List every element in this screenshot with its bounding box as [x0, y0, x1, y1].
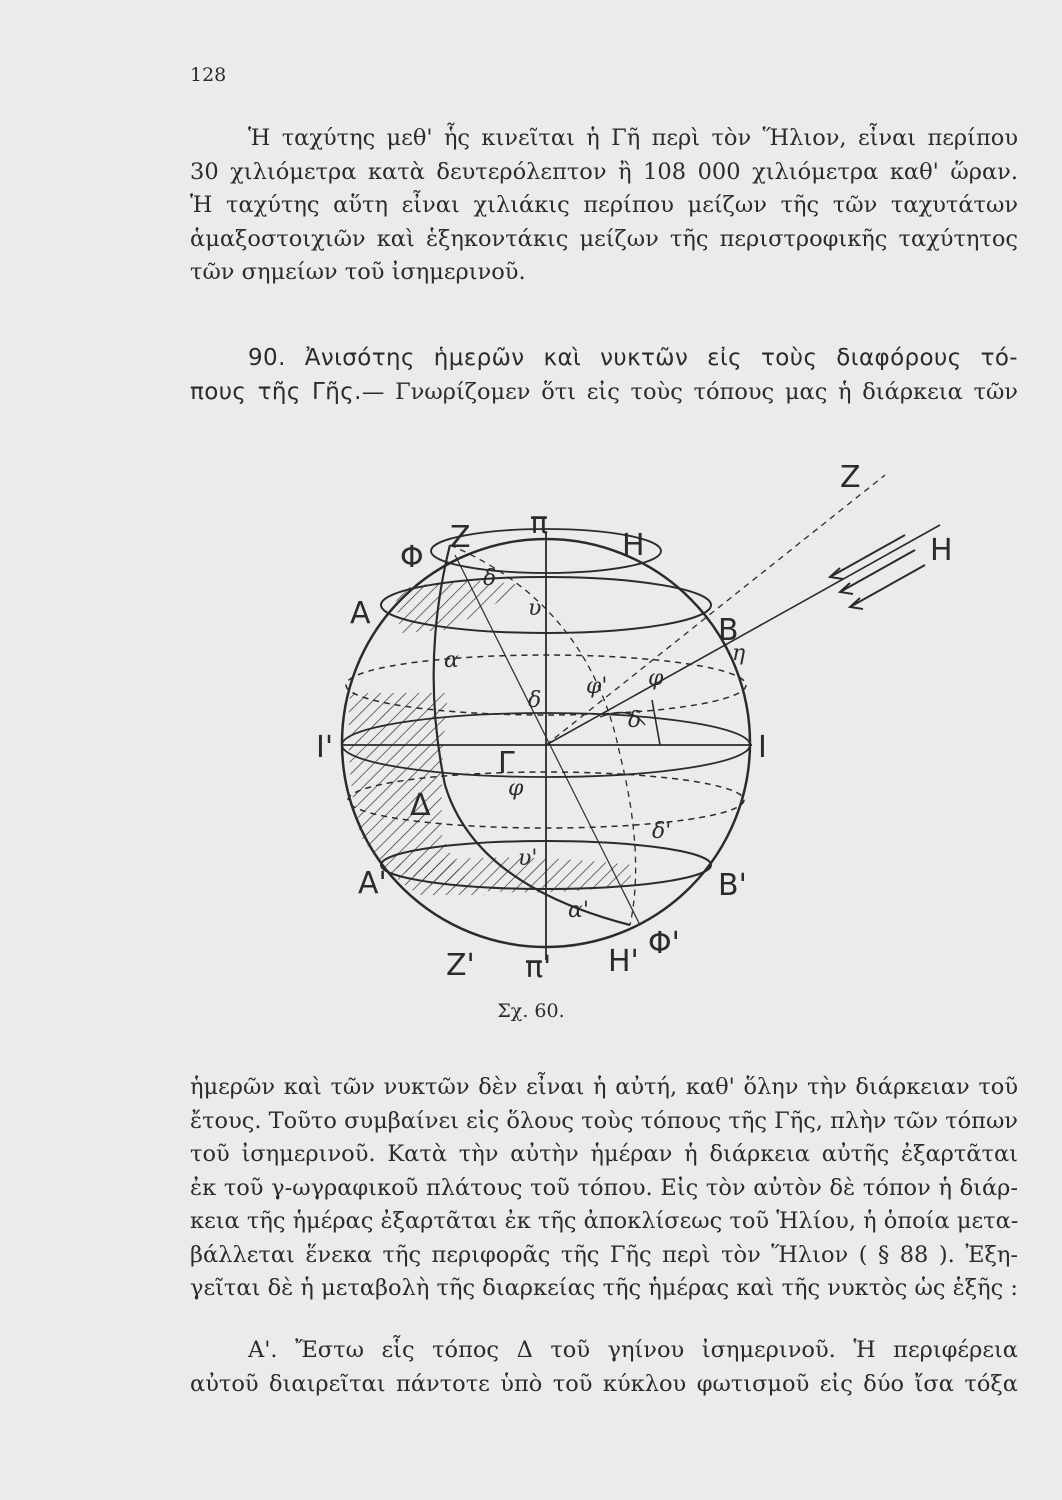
section-heading: 90. Ἀνισότης ἡμερῶν καὶ νυκτῶν εἰς τοὺς διαφόρους τό- — [248, 345, 1018, 371]
text-line: 30 χιλιόμετρα κατὰ δευτερόλεπτον ἢ 108 000 χιλιόμετρα καθ' ὥραν. — [190, 158, 1018, 185]
label-delta-angle: δ — [628, 708, 642, 733]
label-I-prime: I' — [316, 730, 334, 765]
label-Z: Z — [450, 520, 471, 555]
paragraph-speed — [190, 122, 1018, 290]
label-gamma: Γ — [498, 746, 515, 781]
text-line: βάλλεται ἕνεκα τῆς περιφορᾶς τῆς Γῆς περὶ τὸν Ἥλιον ( § 88 ). Ἐξη- — [190, 1241, 1018, 1268]
label-A: A — [350, 596, 371, 631]
night-region-left — [349, 693, 448, 835]
label-alpha-prime: α' — [568, 898, 589, 923]
label-I: I — [758, 730, 767, 765]
label-H-right: H — [930, 533, 953, 568]
label-upsilon: υ — [528, 596, 542, 621]
paragraph-case-A — [190, 1334, 1018, 1401]
label-phi-lower: φ — [508, 776, 524, 801]
text-line: κεια τῆς ἡμέρας ἐξαρτᾶται ἐκ τῆς ἀποκλίσεως τοῦ Ἡλίου, ἡ ὁποία μετα- — [190, 1208, 1019, 1234]
text-line: ἁμαξοστοιχιῶν καὶ ἑξηκοντάκις μείζων τῆς περιστροφικῆς ταχύτητος — [190, 225, 1018, 252]
page-number: 128 — [190, 64, 227, 86]
label-delta-prime: δ' — [652, 819, 672, 844]
text-line: Ἡ ταχύτης μεθ' ἧς κινεῖται ἡ Γῆ περὶ τὸν Ἥλιον, εἶναι περίπου — [248, 125, 1018, 151]
label-Delta: Δ — [410, 788, 431, 823]
text-line: Ἡ ταχύτης αὕτη εἶναι χιλιάκις περίπου μείζων τῆς τῶν ταχυτάτων — [190, 192, 1018, 218]
sun-direction-line — [546, 525, 940, 745]
label-B-prime: B' — [718, 868, 747, 903]
section-90 — [190, 342, 1018, 409]
earth-diagram — [300, 455, 980, 1015]
label-phi: Φ — [400, 540, 424, 575]
label-H-prime: H' — [608, 944, 639, 979]
text-line: γεῖται δὲ ἡ μεταβολὴ τῆς διαρκείας τῆς ἡμέρας καὶ τῆς νυκτὸς ὡς ἑξῆς : — [190, 1275, 1018, 1301]
label-phi-right: φ — [648, 666, 664, 691]
label-Z-top: Z — [840, 460, 861, 495]
label-alpha: α — [444, 648, 459, 673]
label-upsilon-prime: υ' — [518, 846, 538, 871]
text-line: τοῦ ἰσημερινοῦ. Κατὰ τὴν αὐτὴν ἡμέραν ἡ διάρκεια αὐτῆς ἐξαρτᾶται — [190, 1141, 1018, 1167]
label-phi-prime-big: Φ' — [648, 926, 680, 961]
label-B: B — [718, 613, 739, 648]
section-heading-cont: πους τῆς Γῆς. — [190, 378, 362, 405]
text-line: τῶν σημείων τοῦ ἰσημερινοῦ. — [190, 259, 526, 285]
label-A-prime: A' — [358, 866, 387, 901]
label-pi-prime: π' — [525, 950, 552, 985]
label-delta: δ — [483, 566, 497, 591]
label-Z-prime: Z' — [446, 948, 475, 983]
text-line: — Γνωρίζομεν ὅτι εἰς τοὺς τόπους μας ἡ διάρκεια τῶν — [361, 378, 1018, 405]
text-line: ἐκ τοῦ γ-ωγραφικοῦ πλάτους τοῦ τόπου. Εἰς τὸν αὐτὸν δὲ τόπον ἡ διάρ- — [190, 1174, 1018, 1201]
sunlight-arrows — [830, 535, 925, 609]
text-line: ἔτους. Τοῦτο συμβαίνει εἰς ὅλους τοὺς τόπους τῆς Γῆς, πλὴν τῶν τόπων — [190, 1107, 1018, 1134]
text-line: αὐτοῦ διαιρεῖται πάντοτε ὑπὸ τοῦ κύκλου φωτισμοῦ εἰς δύο ἴσα τόξα — [190, 1370, 1018, 1397]
angle-delta-bar — [652, 700, 660, 745]
text-line: Α'. Ἔστω εἷς τόπος Δ τοῦ γηίνου ἰσημερινοῦ. Ἡ περιφέρεια — [248, 1337, 1018, 1363]
label-H: H — [622, 528, 645, 563]
zenith-dashed-line — [546, 475, 885, 745]
paragraph-day-night — [190, 1071, 1018, 1306]
figure-caption: Σχ. 60. — [497, 1000, 565, 1022]
label-phi-prime: φ' — [586, 674, 608, 699]
figure-60-earth-illumination — [300, 455, 980, 1015]
label-pi: π — [530, 506, 549, 541]
label-eta: η — [732, 641, 746, 666]
text-line: ἡμερῶν καὶ τῶν νυκτῶν δὲν εἶναι ἡ αὐτή, καθ' ὅλην τὴν διάρκειαν τοῦ — [190, 1074, 1018, 1100]
label-delta-center: δ — [528, 688, 542, 713]
